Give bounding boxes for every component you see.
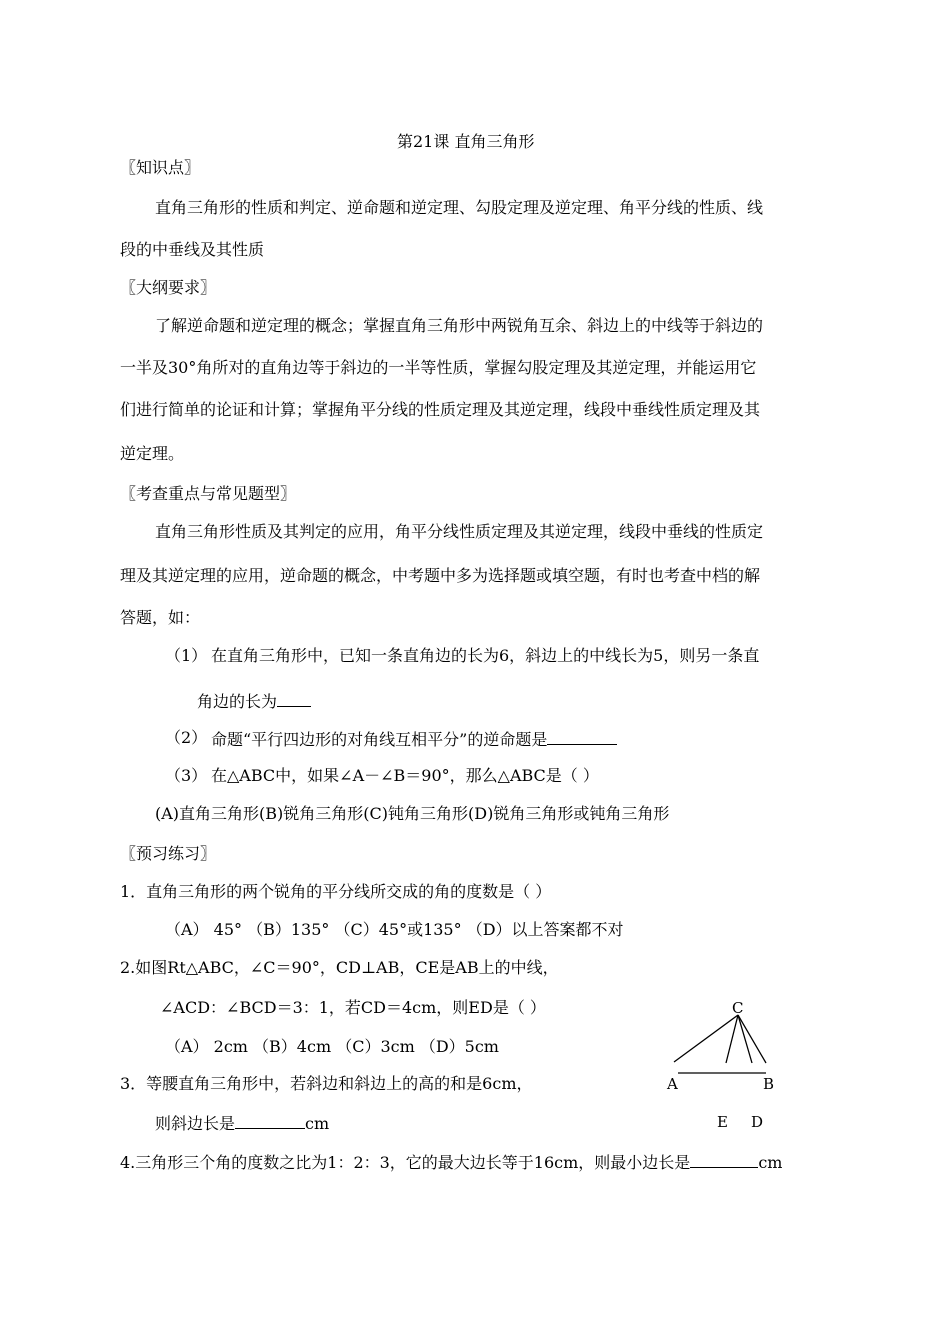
example-1-line-2 [197,690,311,712]
answer-blank[interactable] [547,728,617,745]
question-4-text: 4.三角形三个角的度数之比为1：2：3，它的最大边长等于16cm，则最小边长是 [120,1153,691,1172]
example-3-options: (A)直角三角形(B)锐角三角形(C)钝角三角形(D)锐角三角形或钝角三角形 [155,804,670,823]
question-1-options: （A） 45° （B）135° （C）45°或135° （D）以上答案都不对 [165,920,624,939]
example-3-line: 在△ABC中，如果∠A－∠B＝90°，那么△ABC是（ ） [211,766,599,785]
label-d: D [751,1113,764,1131]
question-2-line-2: ∠ACD：∠BCD＝3：1，若CD＝4cm，则ED是（ ） [160,998,546,1017]
focus-line-2: 理及其逆定理的应用，逆命题的概念，中考题中多为选择题或填空题，有时也考查中档的解 [120,566,761,585]
example-2-line [211,728,617,750]
line-cd [738,1015,752,1063]
knowledge-line-2: 段的中垂线及其性质 [120,240,265,259]
practice-heading: 〖预习练习〗 [120,844,217,863]
unit-label: cm [758,1153,783,1172]
label-e: E [717,1113,728,1131]
label-a: A [667,1075,678,1093]
answer-blank[interactable] [690,1151,758,1168]
question-3-line-1: 3．等腰直角三角形中，若斜边和斜边上的高的和是6cm， [120,1074,533,1093]
question-2-line-1: 2.如图Rt△ABC，∠C＝90°，CD⊥AB，CE是AB上的中线， [120,958,559,977]
example-2-number: （2） [165,728,208,747]
focus-line-3: 答题，如： [120,608,201,627]
triangle-figure [660,995,790,1135]
focus-line-1: 直角三角形性质及其判定的应用，角平分线性质定理及其逆定理，线段中垂线的性质定 [155,522,764,541]
question-1: 1．直角三角形的两个锐角的平分线所交成的角的度数是（ ） [120,882,552,901]
question-3-line-2 [155,1112,329,1134]
syllabus-line-4: 逆定理。 [120,444,185,463]
answer-blank[interactable] [277,690,311,707]
question-2-options: （A） 2cm （B）4cm （C）3cm （D）5cm [165,1037,499,1056]
line-cb [738,1015,766,1063]
syllabus-line-1: 了解逆命题和逆定理的概念；掌握直角三角形中两锐角互余、斜边上的中线等于斜边的 [155,316,764,335]
unit-label: cm [305,1114,330,1133]
syllabus-line-2: 一半及30°角所对的直角边等于斜边的一半等性质，掌握勾股定理及其逆定理，并能运用它 [120,358,757,377]
example-1-text: 角边的长为 [197,692,278,711]
example-2-text: 命题“平行四边形的对角线互相平分”的逆命题是 [211,730,548,749]
question-3-text: 则斜边长是 [155,1114,236,1133]
syllabus-heading: 〖大纲要求〗 [120,278,217,297]
page-title: 第21课 直角三角形 [397,132,535,151]
question-4-line [120,1151,782,1173]
syllabus-line-3: 们进行简单的论证和计算；掌握角平分线的性质定理及其逆定理，线段中垂线性质定理及其 [120,400,761,419]
focus-heading: 〖考查重点与常见题型〗 [120,484,297,503]
label-c: C [732,999,744,1017]
example-1-line-1: 在直角三角形中，已知一条直角边的长为6，斜边上的中线长为5，则另一条直 [211,646,760,665]
knowledge-heading: 〖知识点〗 [120,158,201,177]
knowledge-line-1: 直角三角形的性质和判定、逆命题和逆定理、勾股定理及逆定理、角平分线的性质、线 [155,198,764,217]
example-1-number: （1） [165,646,208,665]
answer-blank[interactable] [235,1112,305,1129]
label-b: B [763,1075,775,1093]
example-3-number: （3） [165,766,208,785]
